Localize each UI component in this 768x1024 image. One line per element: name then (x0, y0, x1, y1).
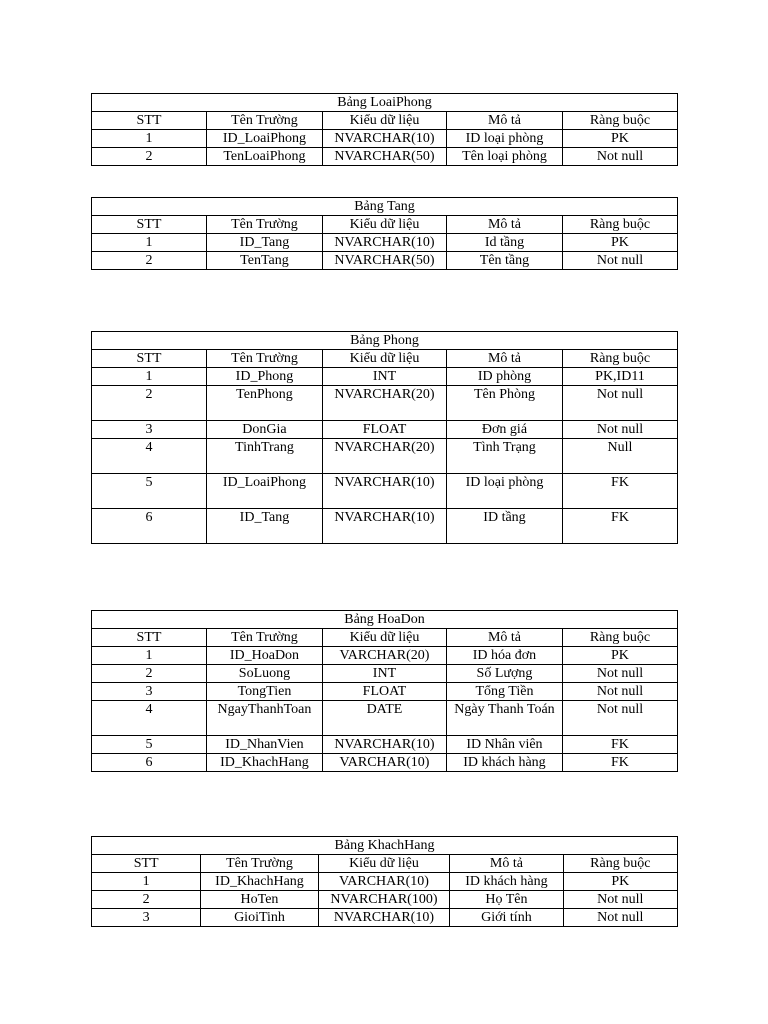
cell: ID_LoaiPhong (206, 130, 322, 148)
header-row (92, 629, 678, 647)
cell: Not null (562, 683, 677, 701)
table-title: Bảng KhachHang (92, 837, 678, 855)
table-row (92, 386, 678, 421)
cell: NVARCHAR(100) (318, 891, 450, 909)
table-row (92, 509, 678, 544)
header-cell: Tên Trường (206, 350, 322, 368)
table-title-row (92, 332, 678, 350)
cell: 1 (92, 368, 207, 386)
header-cell: Mô tả (447, 350, 563, 368)
table-row (92, 130, 678, 148)
cell: Not null (562, 665, 677, 683)
cell: INT (322, 368, 446, 386)
cell: GioiTinh (201, 909, 318, 927)
cell: PK (562, 130, 677, 148)
header-cell: STT (92, 629, 207, 647)
table-title: Bảng HoaDon (92, 611, 678, 629)
header-cell: Tên Trường (201, 855, 318, 873)
table-hoadon (91, 610, 678, 772)
cell: DonGia (206, 421, 322, 439)
table-row (92, 439, 678, 474)
cell: SoLuong (206, 665, 322, 683)
cell: TinhTrang (206, 439, 322, 474)
cell: VARCHAR(10) (322, 754, 446, 772)
cell: Tổng Tiền (446, 683, 562, 701)
cell: 5 (92, 736, 207, 754)
cell: NVARCHAR(10) (322, 509, 446, 544)
table-row (92, 873, 678, 891)
table-row (92, 736, 678, 754)
cell: ID Nhân viên (446, 736, 562, 754)
cell: NVARCHAR(20) (322, 386, 446, 421)
cell: Not null (563, 909, 677, 927)
cell: PK (562, 647, 677, 665)
cell: TenPhong (206, 386, 322, 421)
header-row (92, 855, 678, 873)
header-cell: Mô tả (446, 112, 562, 130)
cell: ID phòng (447, 368, 563, 386)
cell: 5 (92, 474, 207, 509)
cell: NVARCHAR(50) (322, 148, 446, 166)
header-cell: Kiểu dữ liệu (322, 350, 446, 368)
cell: ID_Phong (206, 368, 322, 386)
cell: ID khách hàng (450, 873, 563, 891)
header-cell: Tên Trường (206, 629, 322, 647)
cell: TongTien (206, 683, 322, 701)
cell: INT (322, 665, 446, 683)
cell: FK (562, 509, 677, 544)
cell: NVARCHAR(20) (322, 439, 446, 474)
cell: NVARCHAR(10) (322, 736, 446, 754)
header-cell: Mô tả (446, 216, 562, 234)
cell: FK (562, 754, 677, 772)
cell: Not null (562, 386, 677, 421)
table-row (92, 421, 678, 439)
cell: FK (562, 474, 677, 509)
cell: 3 (92, 421, 207, 439)
cell: 3 (92, 909, 201, 927)
table-loaiphong (91, 93, 678, 166)
cell: ID_Tang (206, 234, 322, 252)
cell: Not null (562, 701, 677, 736)
table-phong (91, 331, 678, 544)
cell: ID_NhanVien (206, 736, 322, 754)
cell: 2 (92, 891, 201, 909)
cell: ID_LoaiPhong (206, 474, 322, 509)
table-row (92, 252, 678, 270)
cell: Số Lượng (446, 665, 562, 683)
header-cell: STT (92, 112, 207, 130)
header-cell: Tên Trường (206, 216, 322, 234)
table-row (92, 234, 678, 252)
header-row (92, 112, 678, 130)
header-cell: STT (92, 216, 207, 234)
table-row (92, 754, 678, 772)
cell: TenTang (206, 252, 322, 270)
cell: VARCHAR(20) (322, 647, 446, 665)
header-cell: Kiểu dữ liệu (322, 112, 446, 130)
cell: 1 (92, 647, 207, 665)
cell: Not null (563, 891, 677, 909)
table-title: Bảng Tang (92, 198, 678, 216)
header-cell: Kiểu dữ liệu (318, 855, 450, 873)
cell: 1 (92, 130, 207, 148)
cell: Tên tầng (446, 252, 562, 270)
cell: ID hóa đơn (446, 647, 562, 665)
cell: 3 (92, 683, 207, 701)
header-cell: Kiểu dữ liệu (322, 629, 446, 647)
cell: Not null (562, 421, 677, 439)
header-cell: Mô tả (446, 629, 562, 647)
cell: ID_Tang (206, 509, 322, 544)
table-title: Bảng Phong (92, 332, 678, 350)
header-cell: Ràng buộc (563, 855, 677, 873)
cell: ID_KhachHang (206, 754, 322, 772)
table-khachhang (91, 836, 678, 927)
header-row (92, 350, 678, 368)
cell: PK (562, 234, 677, 252)
table-title-row (92, 611, 678, 629)
table-title: Bảng LoaiPhong (92, 94, 678, 112)
table-title-row (92, 198, 678, 216)
cell: 1 (92, 234, 207, 252)
cell: NVARCHAR(50) (322, 252, 446, 270)
cell: NVARCHAR(10) (322, 130, 446, 148)
cell: NVARCHAR(10) (322, 474, 446, 509)
cell: ID tầng (447, 509, 563, 544)
cell: ID_KhachHang (201, 873, 318, 891)
cell: Họ Tên (450, 891, 563, 909)
cell: 2 (92, 665, 207, 683)
cell: NVARCHAR(10) (322, 234, 446, 252)
cell: 6 (92, 754, 207, 772)
cell: 4 (92, 701, 207, 736)
table-row (92, 909, 678, 927)
cell: PK (563, 873, 677, 891)
cell: Đơn giá (447, 421, 563, 439)
header-row (92, 216, 678, 234)
cell: ID khách hàng (446, 754, 562, 772)
cell: NVARCHAR(10) (318, 909, 450, 927)
cell: HoTen (201, 891, 318, 909)
cell: ID_HoaDon (206, 647, 322, 665)
table-row (92, 701, 678, 736)
table-row (92, 891, 678, 909)
cell: Null (562, 439, 677, 474)
cell: 2 (92, 252, 207, 270)
cell: FK (562, 736, 677, 754)
header-cell: Ràng buộc (562, 629, 677, 647)
cell: Tình Trạng (447, 439, 563, 474)
header-cell: STT (92, 855, 201, 873)
table-row (92, 474, 678, 509)
cell: VARCHAR(10) (318, 873, 450, 891)
cell: 4 (92, 439, 207, 474)
cell: Not null (562, 148, 677, 166)
cell: 2 (92, 386, 207, 421)
header-cell: Ràng buộc (562, 216, 677, 234)
header-cell: Ràng buộc (562, 350, 677, 368)
table-tang (91, 197, 678, 270)
cell: PK,ID11 (562, 368, 677, 386)
cell: ID loại phòng (446, 130, 562, 148)
cell: ID loại phòng (447, 474, 563, 509)
header-cell: Mô tả (450, 855, 563, 873)
cell: 1 (92, 873, 201, 891)
cell: 6 (92, 509, 207, 544)
table-row (92, 368, 678, 386)
table-row (92, 647, 678, 665)
table-row (92, 148, 678, 166)
table-title-row (92, 94, 678, 112)
header-cell: STT (92, 350, 207, 368)
cell: FLOAT (322, 421, 446, 439)
cell: 2 (92, 148, 207, 166)
cell: NgayThanhToan (206, 701, 322, 736)
header-cell: Kiểu dữ liệu (322, 216, 446, 234)
header-cell: Tên Trường (206, 112, 322, 130)
cell: Id tầng (446, 234, 562, 252)
table-title-row (92, 837, 678, 855)
cell: FLOAT (322, 683, 446, 701)
cell: Tên loại phòng (446, 148, 562, 166)
table-row (92, 665, 678, 683)
cell: Tên Phòng (447, 386, 563, 421)
cell: Not null (562, 252, 677, 270)
cell: Ngày Thanh Toán (446, 701, 562, 736)
header-cell: Ràng buộc (562, 112, 677, 130)
table-row (92, 683, 678, 701)
cell: TenLoaiPhong (206, 148, 322, 166)
cell: DATE (322, 701, 446, 736)
cell: Giới tính (450, 909, 563, 927)
